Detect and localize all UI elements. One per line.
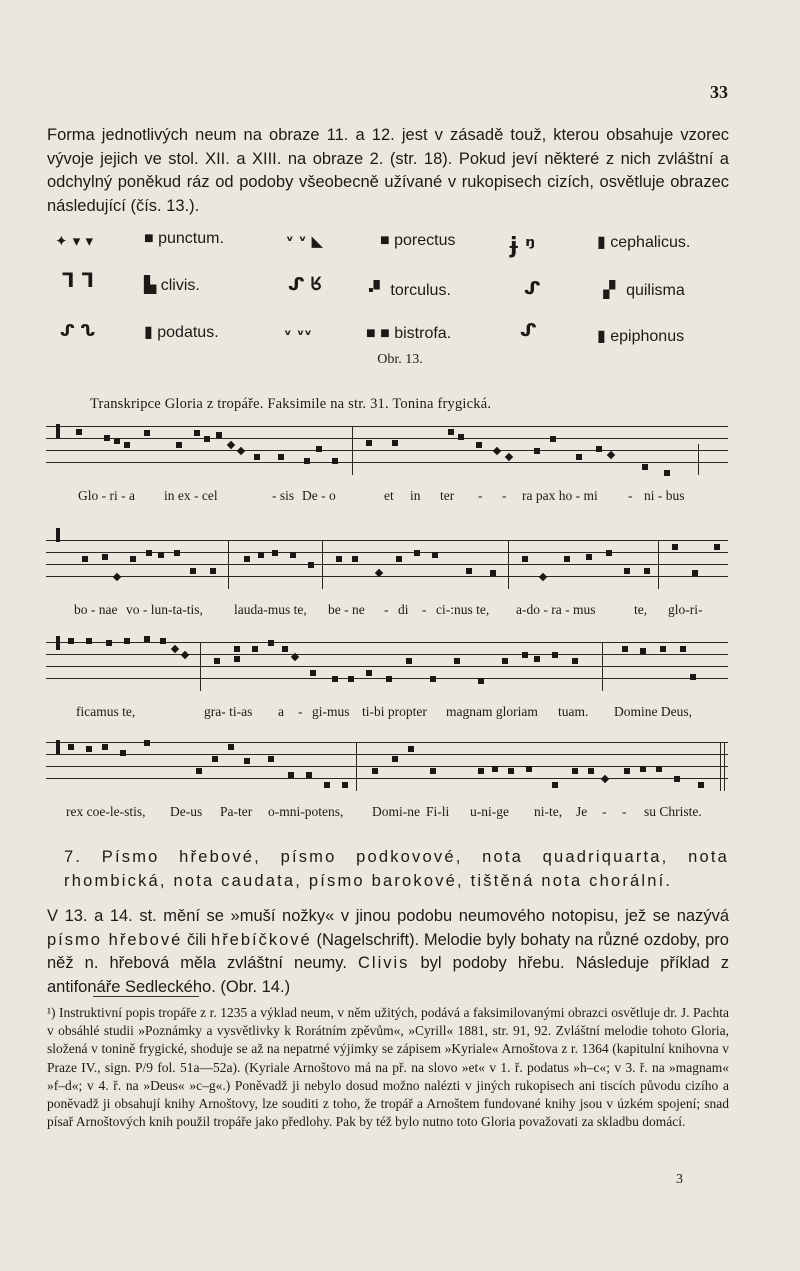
lyric: gra- ti-as bbox=[204, 704, 253, 719]
lyric: in ex - cel bbox=[164, 488, 218, 503]
lyric: De - o bbox=[302, 488, 336, 503]
neume-bistrofa: ■ ■ bistrofa. bbox=[366, 325, 452, 342]
neume-podatus: ▮ podatus. bbox=[144, 324, 219, 341]
neume-punctum: ■ punctum. bbox=[144, 230, 224, 247]
lyric: Fi-li bbox=[426, 804, 450, 819]
section-heading: 7. Písmo hřebové, písmo podkovové, nota quadriquarta, nota rhombická, nota caudata, písmo barokové, tištěná nota chorální. bbox=[64, 848, 729, 890]
figure-caption: Obr. 13. bbox=[377, 352, 423, 367]
paragraph-nagelschrift: V 13. a 14. st. mění se »muší nožky« v jinou podobu neumového notopisu, jež se nazývá písmo hřebové čili hřebíčkové (Nagelschrift). Melodie byly bohaty na různé ozdoby, pro něž n. hřebová měla zvláštní neumy. Clivis byl podoby hřebu. Následuje příklad z antifonáře Sedleckého. (Obr. 14.) bbox=[47, 907, 730, 996]
lyric: gi-mus bbox=[312, 704, 350, 719]
lyric: u-ni-ge bbox=[470, 804, 509, 819]
clivis-glyph: ᒣ ᒣ bbox=[62, 268, 95, 292]
lyric: a-do - ra - mus bbox=[516, 602, 596, 617]
lyric: su Christe. bbox=[644, 804, 702, 819]
lyric: - bbox=[478, 488, 483, 503]
signature-number: 3 bbox=[676, 1172, 683, 1187]
neume-cephalicus: ▮ cephalicus. bbox=[597, 234, 691, 251]
lyric: Pa-ter bbox=[220, 804, 253, 819]
epiphonus-glyph: ᔑ bbox=[520, 320, 537, 341]
lyric: ficamus te, bbox=[76, 704, 136, 719]
lyric: rex coe-le-stis, bbox=[66, 804, 146, 819]
lyric: ni-te, bbox=[534, 804, 563, 819]
lyric: - bbox=[384, 602, 389, 617]
lyric: - sis bbox=[272, 488, 295, 503]
lyric: - bbox=[622, 804, 627, 819]
lyric: De-us bbox=[170, 804, 203, 819]
neume-porectus: ■ porectus bbox=[380, 232, 456, 249]
lyric: Domine Deus, bbox=[614, 704, 692, 719]
podatus-glyph: ᔑ ᔐ bbox=[60, 321, 96, 340]
lyric: a bbox=[278, 704, 284, 719]
neume-torculus: ▪▘ torculus. bbox=[368, 282, 451, 299]
neume-clivis: ▙ clivis. bbox=[144, 277, 200, 294]
paragraph-intro: Forma jednotlivých neum na obraze 11. a 12. jest v zásadě touž, kterou obsahuje vzorec vývoje jejich ve stol. XII. a XIII. na obraze 2. (str. 18). Pokud jeví některé z nich zvláštní a odchylný poněkud ráz od podoby všeobecně užívané v rukopisech cizích, osvětluje obrazec následující (čís. 13.). bbox=[47, 126, 729, 215]
staff-3 bbox=[46, 642, 728, 719]
cephalicus-glyph: ɉ ᵑ bbox=[510, 234, 536, 259]
lyric: Domi-ne bbox=[372, 804, 420, 819]
lyric: bo - nae bbox=[74, 602, 118, 617]
lyric: glo-ri- bbox=[668, 602, 703, 617]
lyric: te, bbox=[634, 602, 648, 617]
lyric: o-mni-potens, bbox=[268, 804, 344, 819]
lyric: - bbox=[628, 488, 633, 503]
lyric: - bbox=[298, 704, 303, 719]
page-number: 33 bbox=[710, 82, 728, 102]
lyric: ci-:nus te, bbox=[436, 602, 490, 617]
lyric: tuam. bbox=[558, 704, 589, 719]
lyric: vo - lun-ta-tis, bbox=[126, 602, 203, 617]
lyric: di bbox=[398, 602, 409, 617]
staff-2 bbox=[46, 540, 728, 617]
punctum-glyph: ✦ ▾ ▾ bbox=[55, 232, 94, 250]
lyric: lauda-mus te, bbox=[234, 602, 307, 617]
transcription-title: Transkripce Gloria z tropáře. Faksimile na str. 31. Tonina frygická. bbox=[90, 396, 492, 412]
torculus-glyph: ᔑ ᖉ bbox=[288, 274, 322, 295]
footnote-rule bbox=[93, 996, 199, 997]
staff-4 bbox=[46, 742, 728, 819]
footnote: ¹) Instruktivní popis tropáře z r. 1235 a výklad neum, v něm užitých, podává a faksimilovanými obrazci osvětluje dr. J. Pachta v obsáhlé studii »Poznámky a vysvětlivky k Rorátním zpěvům«, »Cyrill« 1881, str. 91, 92. Zvláštní melodie tohoto Gloria, složená v tonině frygické, shoduje se až na nepatrné výjimky se zápisem »Kyriale« Arnoštova z r. 1364 (kapitulní knihovna v Praze IV., sign. P/9 fol. 51a—52a). (Kyriale Arnoštovo má na př. na slovo »et« v 1. ř. podatus »h–c«; v 3. ř. na »magnam« »f–d«; v 4. ř. na »Deus« »c–g«.) Poněvadž ji nebylo dosud možno nalézti v jiných rukopisech ani tiscích původu cizího a poněvadž ji obsahují knihy Arnoštovy, lze souditi z toho, že tropář a Arnoštem fundované knihy jsou v úzkém spojení; snad písař Arnoštových knih použil tropáře jako předlohy. Pak by též bylo nutno toto Gloria považovati za skladbu domácí. bbox=[47, 1005, 729, 1130]
bistrofa-glyph: ᵛ ᵛᵛ bbox=[284, 326, 312, 344]
lyric: ra pax ho - mi bbox=[522, 488, 598, 503]
lyric: be - ne bbox=[328, 602, 365, 617]
lyric: ti-bi propter bbox=[362, 704, 427, 719]
lyric: in bbox=[410, 488, 421, 503]
staff-1 bbox=[46, 426, 728, 503]
lyric: - bbox=[602, 804, 607, 819]
quilisma-glyph: ᔑ bbox=[524, 278, 541, 299]
neume-quilisma: ▗▘ quilisma bbox=[597, 282, 685, 299]
lyric: - bbox=[502, 488, 507, 503]
lyric: et bbox=[384, 488, 394, 503]
neume-epiphonus: ▮ epiphonus bbox=[597, 328, 685, 345]
lyric: - bbox=[422, 602, 427, 617]
lyric: magnam gloriam bbox=[446, 704, 538, 719]
porectus-glyph: ᵛ ᵛ ◣ bbox=[286, 232, 324, 250]
lyric: Glo - ri - a bbox=[78, 488, 135, 503]
lyric: ter bbox=[440, 488, 455, 503]
lyric: Je bbox=[576, 804, 588, 819]
lyric: ni - bus bbox=[644, 488, 685, 503]
